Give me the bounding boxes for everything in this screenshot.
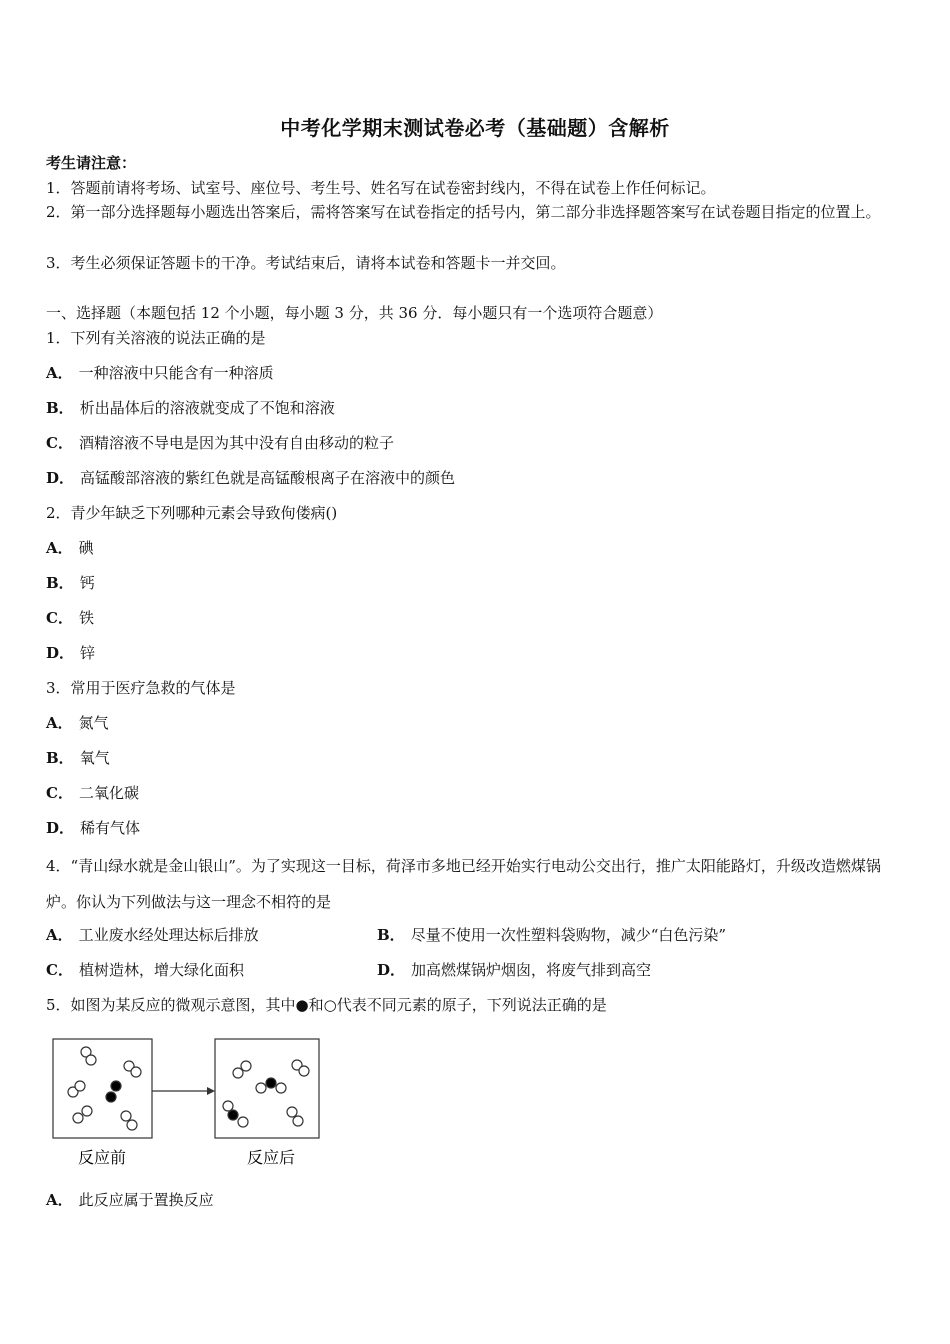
option-text: 锌 xyxy=(80,644,96,662)
question-stem: 5．如图为某反应的微观示意图，其中●和○代表不同元素的原子，下列说法正确的是 xyxy=(46,996,607,1014)
option-text: 加高燃煤锅炉烟囱，将废气排到高空 xyxy=(411,961,652,979)
option xyxy=(46,608,94,628)
option xyxy=(46,818,140,838)
option-label: A． xyxy=(46,926,73,944)
option-text: 析出晶体后的溶液就变成了不饱和溶液 xyxy=(79,399,335,417)
question-stem: 4．“青山绿水就是金山银山”。为了实现这一目标，荷泽市多地已经开始实行电动公交出行，推广太阳能路灯，升级改造燃煤锅炉。你认为下列做法与这一理念不相符的是 xyxy=(46,857,881,911)
option-label: C． xyxy=(46,434,73,452)
option-label: C． xyxy=(46,784,73,802)
option xyxy=(46,643,95,663)
option xyxy=(46,538,94,558)
before-label: 反应前 xyxy=(78,1148,127,1167)
option-text: 氧气 xyxy=(79,749,110,767)
question-stem: 2．青少年缺乏下列哪种元素会导致佝偻病() xyxy=(46,504,338,522)
option xyxy=(46,925,259,945)
option-label: A． xyxy=(46,714,73,732)
option-text: 氮气 xyxy=(78,714,109,732)
option-label: C． xyxy=(46,609,73,627)
option xyxy=(46,363,274,383)
notice-item: 3．考生必须保证答题卡的干净。考试结束后，请将本试卷和答题卡一并交回。 xyxy=(46,254,566,272)
option-label: B． xyxy=(46,574,74,592)
option xyxy=(46,713,109,733)
option xyxy=(46,783,139,803)
option xyxy=(46,748,110,768)
notice-heading: 考生请注意： xyxy=(46,154,137,172)
option xyxy=(377,960,651,980)
option-text: 铁 xyxy=(78,609,94,627)
option-label: D． xyxy=(46,469,75,487)
option-label: C． xyxy=(46,961,73,979)
option xyxy=(46,960,244,980)
option-text: 碘 xyxy=(78,539,94,557)
option-text: 尽量不使用一次性塑料袋购物，减少“白色污染” xyxy=(410,926,727,944)
option xyxy=(46,1190,214,1210)
option-text: 酒精溶液不导电是因为其中没有自由移动的粒子 xyxy=(78,434,394,452)
option-text: 一种溶液中只能含有一种溶质 xyxy=(78,364,274,382)
option-label: D． xyxy=(46,819,75,837)
notice-item: 2．第一部分选择题每小题选出答案后，需将答案写在试卷指定的括号内，第二部分非选择题答案写在试卷题目指定的位置上。 xyxy=(46,203,881,221)
option-text: 高锰酸部溶液的紫红色就是高锰酸根离子在溶液中的颜色 xyxy=(80,469,456,487)
option-text: 工业废水经处理达标后排放 xyxy=(78,926,259,944)
option xyxy=(46,573,95,593)
section-heading: 一、选择题（本题包括 12 个小题，每小题 3 分，共 36 分．每小题只有一个选项符合题意） xyxy=(46,304,663,322)
option xyxy=(46,398,335,418)
option-text: 此反应属于置换反应 xyxy=(78,1191,214,1209)
option-label: A． xyxy=(46,539,73,557)
after-box xyxy=(215,1039,319,1138)
reaction-diagram xyxy=(50,1036,325,1171)
option-text: 钙 xyxy=(79,574,95,592)
option xyxy=(46,433,394,453)
option-label: B． xyxy=(46,399,74,417)
option-label: D． xyxy=(46,644,75,662)
option-label: B． xyxy=(46,749,74,767)
after-label: 反应后 xyxy=(247,1148,296,1167)
option-label: D． xyxy=(377,961,406,979)
option-text: 二氧化碳 xyxy=(78,784,139,802)
arrow-head-icon xyxy=(207,1087,215,1095)
option xyxy=(46,468,455,488)
question-stem: 3．常用于医疗急救的气体是 xyxy=(46,679,236,697)
option-label: B． xyxy=(377,926,405,944)
option-label: A． xyxy=(46,364,73,382)
option-text: 稀有气体 xyxy=(80,819,141,837)
page-title: 中考化学期末测试卷必考（基础题）含解析 xyxy=(280,116,670,140)
notice-item: 1．答题前请将考场、试室号、座位号、考生号、姓名写在试卷密封线内，不得在试卷上作任何标记。 xyxy=(46,179,716,197)
option-label: A． xyxy=(46,1191,73,1209)
question-stem: 1．下列有关溶液的说法正确的是 xyxy=(46,329,266,347)
option xyxy=(377,925,726,945)
option-text: 植树造林，增大绿化面积 xyxy=(78,961,244,979)
